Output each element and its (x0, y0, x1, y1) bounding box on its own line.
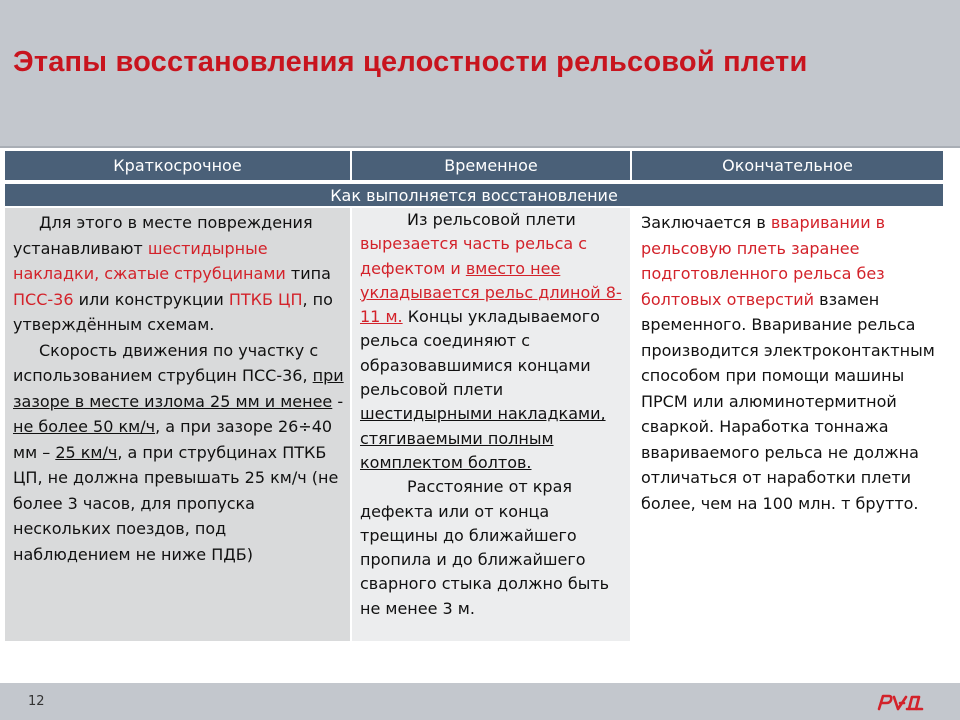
text-segment: , а при зазоре 26÷40 мм – (13, 417, 333, 462)
short-term-paragraph-2 (13, 338, 344, 568)
cell-temporary (352, 208, 630, 641)
highlight-welding-in: вваривании в рельсовую плеть заранее подготовленного рельса без болтовых отверстий (641, 213, 886, 309)
cell-final (632, 208, 943, 641)
temporary-paragraph-1 (360, 208, 624, 475)
column-header-temporary: Временное (352, 151, 632, 180)
text-segment: Из рельсовой плети (407, 210, 576, 229)
underlined-gap-25: при зазоре в месте излома 25 мм и менее (13, 366, 344, 411)
highlight-new-rail: вместо нее укладывается рельс длиной 8-11 м. (360, 258, 622, 327)
rzd-logo-icon (876, 692, 926, 712)
text-segment: взамен временного. Вваривание рельса производится электроконтактным способом при помощи машины ПРСМ или алюминотермитной сваркой. Наработка тоннажа ввариваемого рельса не должна отличаться от наработки плети более, чем на 100 млн. т брутто. (641, 289, 935, 513)
text-segment: - (332, 391, 344, 411)
text-segment: , а при струбцинах ПТКБ ЦП, не должна превышать 25 км/ч (не более 3 часов, для пропуска нескольких поездов, под наблюдением не ниже ПДБ) (13, 442, 339, 564)
text-segment: , по утверждённым схемам. (13, 289, 333, 334)
highlight-pss36: ПСС-36 (13, 289, 74, 309)
highlight-ptkb: ПТКБ ЦП (228, 289, 303, 309)
cell-short-term (5, 208, 350, 641)
slide-header (0, 0, 960, 148)
underlined-speed-50: не более 50 км/ч (13, 417, 156, 436)
final-paragraph (641, 210, 937, 516)
short-term-paragraph-1 (13, 210, 344, 338)
underlined-speed-25: 25 км/ч (55, 442, 118, 462)
text-segment: Концы укладываемого рельса соединяют с образовавшимися концами рельсовой плети (360, 307, 600, 400)
text-segment: Заключается в (641, 213, 771, 232)
slide-title: Этапы восстановления целостности рельсовой плети (13, 46, 808, 78)
highlight-cut-out: вырезается часть рельса с дефектом и (360, 234, 588, 278)
underlined-overlays: шестидырными накладками, стягиваемыми полным комплектом болтов. (360, 404, 606, 472)
row-subheader: Как выполняется восстановление (5, 184, 943, 206)
temporary-paragraph-2: Расстояние от края дефекта или от конца трещины до ближайшего пропила и до ближайшего сварного стыка должно быть не менее 3 м. (360, 477, 610, 618)
slide-footer (0, 683, 960, 720)
highlight-overlays: шестидырные накладки, сжатые струбцинами (13, 238, 286, 283)
text-segment: или конструкции (73, 289, 229, 309)
text-segment: типа (285, 264, 331, 283)
column-header-final: Окончательное (632, 151, 943, 180)
text-segment: Скорость движения по участку с использованием струбцин ПСС-36, (13, 340, 319, 385)
column-header-short-term: Краткосрочное (5, 151, 352, 180)
text-segment: Для этого в месте повреждения устанавливают (13, 213, 313, 258)
page-number: 12 (28, 694, 45, 709)
